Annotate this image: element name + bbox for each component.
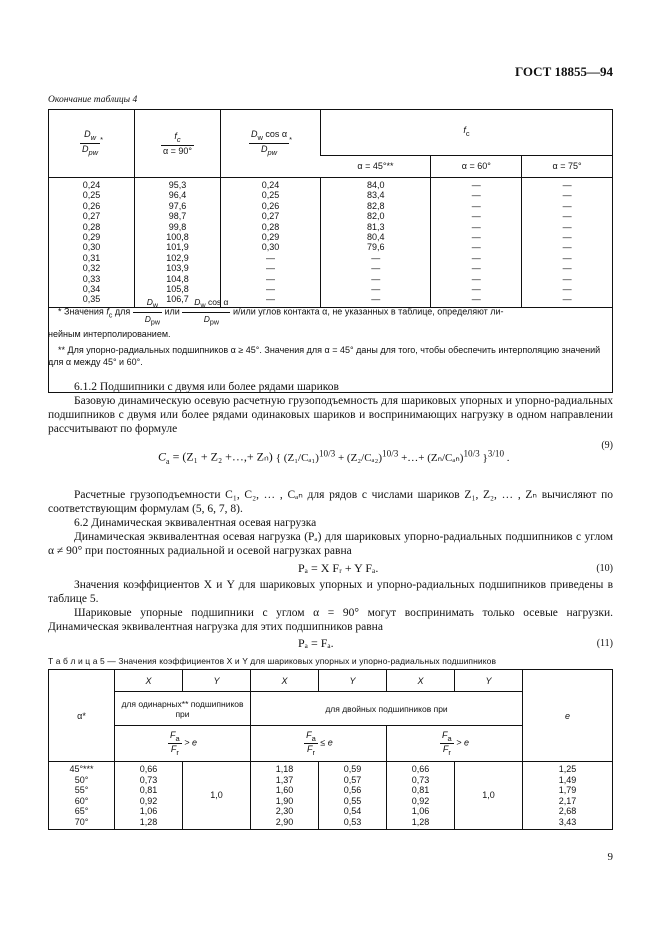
section-62-para: Динамическая эквивалентная осевая нагрузка (Pₐ) для шариковых упорно-радиальных подшипников с углом α ≠ 90° при постоянных радиальной и осевой нагрузках равна xyxy=(48,531,613,557)
table-5 xyxy=(48,669,613,830)
formula-9: $C_a = (Z_1 + Z_2$ +…,+ Zₙ) { $(Z_1/C_{a1})^{10/3} + (Z_2/C_{a2})^{10/3}$ +…+ $(Z_n/C_{an})^{10/3}$ }$^{3/10}$ . xyxy=(158,448,510,467)
t5-header-y3: Y xyxy=(455,670,523,692)
t4-header-a45: α = 45°** xyxy=(321,156,431,178)
t5-header-y2: Y xyxy=(319,670,387,692)
eq-9-number: (9) xyxy=(601,440,613,451)
table4-caption: Окончание таблицы 4 xyxy=(48,95,138,105)
t4-col-dw-dpw: 0,24 0,25 0,26 0,27 0,28 0,29 0,30 0,31 0,32 0,33 0,34 0,35 xyxy=(82,180,101,305)
t5-header-fa-fr-gt-2: $\frac{F_a}{F_r}$ > e xyxy=(387,726,523,762)
t5-header-x2: X xyxy=(251,670,319,692)
t4-note-1: * Значения $f_c$ для $\frac{D_w}{D_{pw}}$ или $\frac{D_w \cos \alpha}{D_{pw}}$ и/или углов контакта α, не указанных в таблице, определяют ли- xyxy=(58,297,504,327)
table5-title: Т а б л и ц а 5 — Значения коэффициентов X и Y для шариковых упорных и упорно-радиальных подшипников xyxy=(48,656,497,666)
t5-header-fa-fr-le: $\frac{F_a}{F_r}$ ≤ e xyxy=(251,726,387,762)
t5-col-x2: 1,18 1,37 1,60 1,90 2,30 2,90 xyxy=(251,762,319,830)
section-612-para: Базовую динамическую осевую расчетную грузоподъемность для шариковых упорных и упорно-радиальных подшипников с двумя или более рядами одинаковых шариков и воспринимающих нагрузку в одном направлении рассчитывают по формуле xyxy=(48,395,613,435)
t4-header-dw-dpw: $\frac{D_w}{D_{pw}}$ * xyxy=(81,128,103,157)
t5-col-y3: 1,0 xyxy=(455,762,523,830)
t5-header-x1: X xyxy=(115,670,183,692)
eq-10-number: (10) xyxy=(596,563,613,574)
t4-note-2: ** Для упорно-радиальных подшипников α ≥ 45°. Значения для α = 45° даны для того, чтобы обеспечить интерполяцию значений для α между 45° и 60°. xyxy=(48,345,601,367)
t5-col-alpha: 45°*** 50° 55° 60° 65° 70° xyxy=(49,762,115,830)
section-62-heading: 6.2 Динамическая эквивалентная осевая нагрузка xyxy=(74,517,317,529)
formula-10: Pₐ = X Fᵣ + Y Fₐ. xyxy=(298,561,379,575)
eq-11-number: (11) xyxy=(596,638,613,649)
t4-col-a75: — — — — — — — — — — — — xyxy=(522,178,613,308)
t5-col-y1: 1,0 xyxy=(183,762,251,830)
t5-header-single: для одинарных** подшипников при xyxy=(115,692,251,726)
t5-header-y1: Y xyxy=(183,670,251,692)
t5-col-x3: 0,66 0,73 0,81 0,92 1,06 1,28 xyxy=(387,762,455,830)
t5-col-x1: 0,66 0,73 0,81 0,92 1,06 1,28 xyxy=(115,762,183,830)
t4-header-a75: α = 75° xyxy=(522,156,613,178)
t5-header-fa-fr-gt-1: $\frac{F_a}{F_r}$ > e xyxy=(115,726,251,762)
t4-col-fc-90: 95,3 96,4 97,6 98,7 99,8 100,8 101,9 102,9 103,9 104,8 105,8 106,7 xyxy=(135,178,221,308)
t4-header-fc: $f_c$ xyxy=(321,110,613,156)
t5-header-alpha: α* xyxy=(49,670,115,762)
t4-header-a60: α = 60° xyxy=(431,156,522,178)
t4-col-a45: 84,0 83,4 82,8 82,0 81,3 80,4 79,6 — — — — — xyxy=(321,178,431,308)
t5-col-e: 1,25 1,49 1,79 2,17 2,68 3,43 xyxy=(523,762,613,830)
section-62-para2: Значения коэффициентов X и Y для шариковых упорных и упорно-радиальных подшипников приведены в таблице 5. xyxy=(48,579,613,605)
t4-note-1-cont: нейным интерполированием. xyxy=(48,329,171,339)
t5-header-double: для двойных подшипников при xyxy=(251,692,523,726)
section-62-para3: Шариковые упорные подшипники с углом α = 90° могут воспринимать только осевые нагрузки. Динамическая эквивалентная нагрузка для этих подшипников равна xyxy=(48,607,613,633)
page-number: 9 xyxy=(607,851,613,863)
t4-header-fc-90: $\frac{f_c}{\alpha = 90^\circ}$ xyxy=(135,110,221,178)
document-header: ГОСТ 18855—94 xyxy=(514,64,613,79)
formula-11: Pₐ = Fₐ. xyxy=(298,636,334,650)
section-612-heading: 6.1.2 Подшипники с двумя или более рядами шариков xyxy=(74,381,339,393)
section-612-para2: Расчетные грузоподъемности C₁, C₂, … , Cₐₙ для рядов с числами шариков Z₁, Z₂, … , Zₙ вычисляют по соответствующим формулам (5, 6, 7, 8). xyxy=(48,489,613,515)
t5-col-y2: 0,59 0,57 0,56 0,55 0,54 0,53 xyxy=(319,762,387,830)
t4-header-dw-cos: $\frac{D_w \cos \alpha}{D_{pw}}$ * xyxy=(221,110,321,178)
t5-header-e: e xyxy=(523,670,613,762)
t4-col-a60: — — — — — — — — — — — — xyxy=(431,178,522,308)
t5-header-x3: X xyxy=(387,670,455,692)
t4-col-dw-cos: 0,24 0,25 0,26 0,27 0,28 0,29 0,30 — — — — — xyxy=(221,178,321,308)
